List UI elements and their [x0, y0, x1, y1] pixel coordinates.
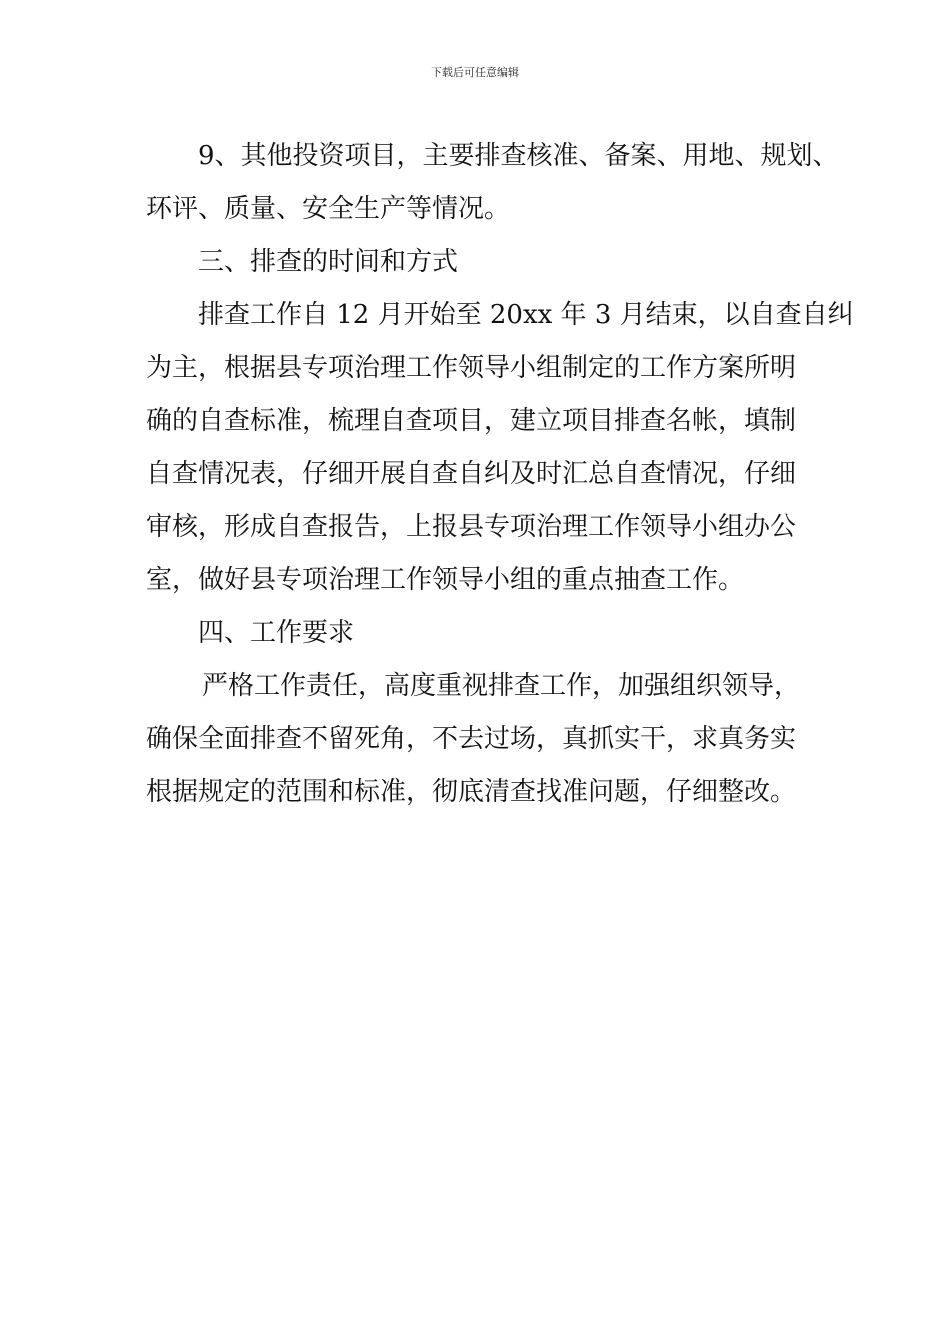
paragraph-schedule-line-2: 为主，根据县专项治理工作领导小组制定的工作方案所明 [146, 353, 797, 383]
paragraph-schedule-line-5: 审核，形成自查报告，上报县专项治理工作领导小组办公 [146, 512, 797, 542]
paragraph-item-9-line-1: 9、其他投资项目，主要排查核准、备案、用地、规划、 [198, 141, 839, 171]
document-body [146, 130, 854, 819]
paragraph-requirements-line-3: 根据规定的范围和标准，彻底清查找准问题，仔细整改。 [146, 777, 797, 807]
paragraph-schedule-line-1: 排查工作自 12 月开始至 20xx 年 3 月结束，以自查自纠 [198, 300, 854, 330]
section-heading-3: 三、排查的时间和方式 [198, 247, 459, 277]
section-heading-4: 四、工作要求 [198, 618, 355, 648]
paragraph-schedule-line-6: 室，做好县专项治理工作领导小组的重点抽查工作。 [146, 565, 745, 595]
paragraph-schedule-line-3: 确的自查标准，梳理自查项目，建立项目排查名帐，填制 [146, 406, 797, 436]
paragraph-schedule-line-4: 自查情况表，仔细开展自查自纠及时汇总自查情况，仔细 [146, 459, 797, 489]
page-header-note: 下载后可任意编辑 [431, 66, 519, 79]
paragraph-item-9-line-2: 环评、质量、安全生产等情况。 [146, 194, 511, 224]
paragraph-requirements-line-2: 确保全面排查不留死角，不去过场，真抓实干，求真务实 [146, 724, 797, 754]
paragraph-requirements-line-1: 严格工作责任，高度重视排查工作，加强组织领导， [202, 671, 801, 701]
